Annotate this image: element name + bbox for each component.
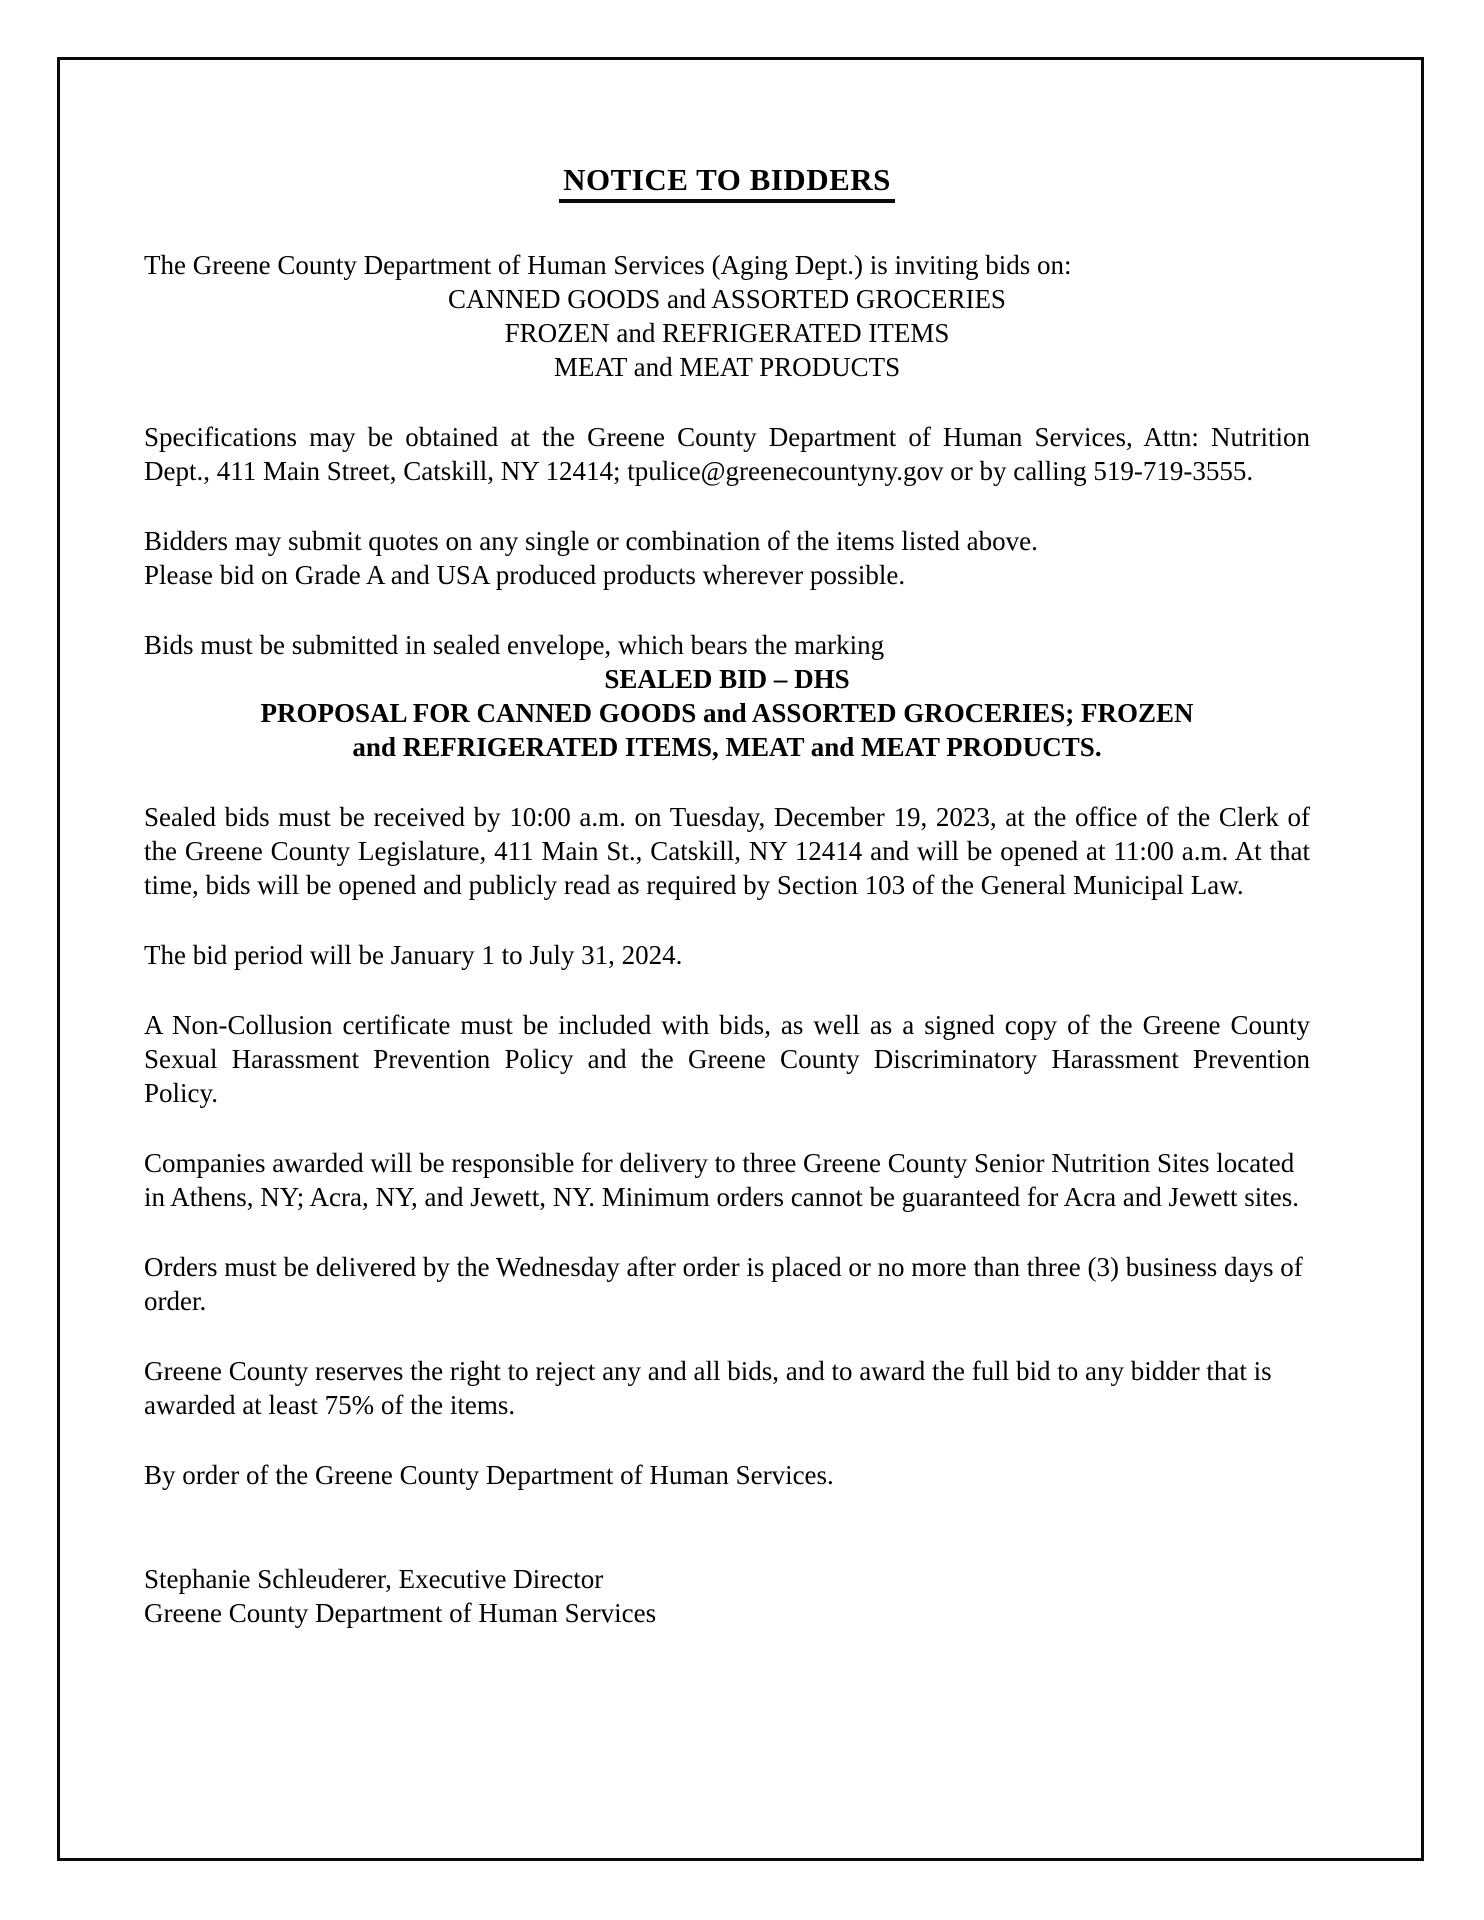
intro-lead: The Greene County Department of Human Services (Aging Dept.) is inviting bids on: xyxy=(144,250,1072,280)
bid-item-canned-goods: CANNED GOODS and ASSORTED GROCERIES xyxy=(448,284,1006,314)
page-title xyxy=(144,160,1310,200)
signature-name-title: Stephanie Schleuderer, Executive Director xyxy=(144,1564,604,1594)
bidders-line-1: Bidders may submit quotes on any single or combination of the items listed above. xyxy=(144,526,1038,556)
orders-paragraph: Orders must be delivered by the Wednesday after order is placed or no more than three (3) business days of order. xyxy=(144,1252,1303,1316)
document-content xyxy=(144,160,1310,1630)
signature-department: Greene County Department of Human Services xyxy=(144,1598,657,1628)
reserves-paragraph: Greene County reserves the right to reject any and all bids, and to award the full bid to any bidder that is awarded at least 75% of the items. xyxy=(144,1356,1272,1420)
page-title-text: NOTICE TO BIDDERS xyxy=(559,162,895,203)
intro-paragraph xyxy=(144,248,1310,384)
delivery-paragraph: Companies awarded will be responsible for delivery to three Greene County Senior Nutrition Sites located in Athens, NY; Acra, NY, and Jewett, NY. Minimum orders cannot be guaranteed for Acra and Jewett sites. xyxy=(144,1148,1300,1212)
marking-line-items: and REFRIGERATED ITEMS, MEAT and MEAT PRODUCTS. xyxy=(352,732,1102,762)
specifications-paragraph: Specifications may be obtained at the Greene County Department of Human Services, Attn: Nutrition Dept., 411 Main Street, Catskill, NY 12414; tpulice@greenecountyny.gov or by calling 519-719-3555. xyxy=(144,422,1310,486)
bid-period-paragraph: The bid period will be January 1 to July 31, 2024. xyxy=(144,940,683,970)
sealed-bid-lead: Bids must be submitted in sealed envelope, which bears the marking xyxy=(144,630,885,660)
signature-block xyxy=(144,1562,1310,1630)
received-paragraph: Sealed bids must be received by 10:00 a.m. on Tuesday, December 19, 2023, at the office of the Clerk of the Greene County Legislature, 411 Main St., Catskill, NY 12414 and will be opened at 11:00 a.m. At that time, bids will be opened and publicly read as required by Section 103 of the General Municipal Law. xyxy=(144,802,1310,900)
bidders-line-2: Please bid on Grade A and USA produced products wherever possible. xyxy=(144,560,906,590)
by-order-paragraph: By order of the Greene County Department of Human Services. xyxy=(144,1460,834,1490)
sealed-bid-paragraph xyxy=(144,628,1310,764)
bid-item-frozen: FROZEN and REFRIGERATED ITEMS xyxy=(504,318,950,348)
marking-line-sealed-bid-dhs: SEALED BID – DHS xyxy=(604,664,850,694)
bid-item-meat: MEAT and MEAT PRODUCTS xyxy=(553,352,901,382)
bidders-paragraph xyxy=(144,524,1310,592)
marking-line-proposal: PROPOSAL FOR CANNED GOODS and ASSORTED GROCERIES; FROZEN xyxy=(260,698,1194,728)
non-collusion-paragraph: A Non-Collusion certificate must be included with bids, as well as a signed copy of the Greene County Sexual Harassment Prevention Policy and the Greene County Discriminatory Harassment Prevention Policy. xyxy=(144,1010,1310,1108)
